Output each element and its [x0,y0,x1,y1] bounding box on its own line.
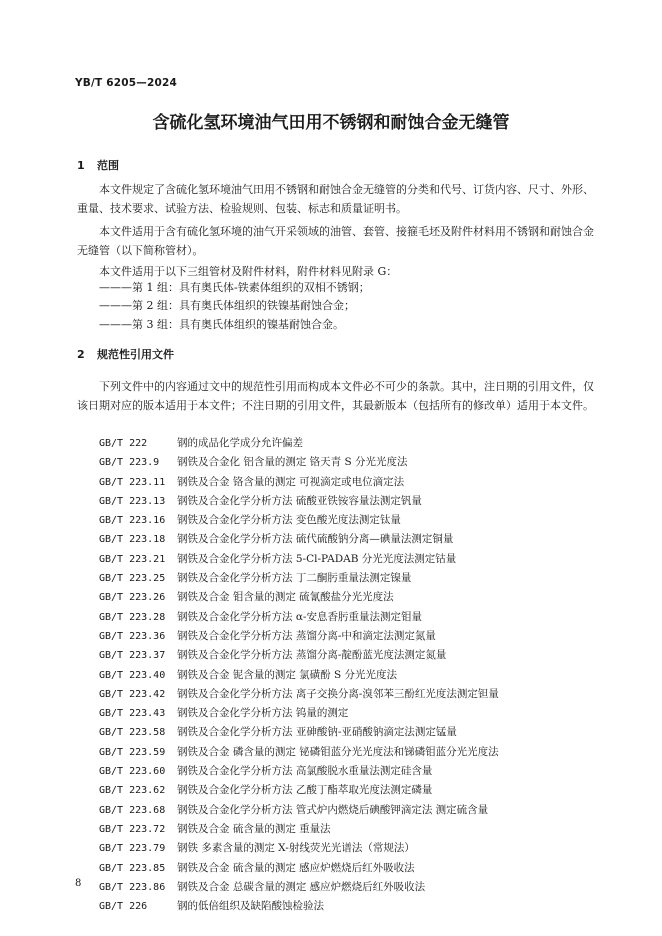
reference-item [99,646,499,665]
reference-title: 钢的成品化学成分允许偏差 [177,437,303,449]
reference-item [99,569,499,588]
reference-code: GB/T 223.60 [99,766,166,778]
reference-title: 钢铁及合金 铬含量的测定 可视滴定或电位滴定法 [177,475,405,488]
reference-title: 钢铁及合金化学分析方法 5-Cl-PADAB 分光光度法测定钴量 [177,552,457,565]
page-number: 8 [75,878,82,889]
reference-code: GB/T 223.58 [99,727,166,739]
reference-title: 钢铁及合金化学分析方法 蒸馏分离-靛酚蓝光度法测定氮量 [177,649,447,662]
reference-code: GB/T 223.36 [99,630,166,642]
reference-title: 钢铁及合金化学分析方法 高氯酸脱水重量法测定硅含量 [177,765,433,778]
section-2-number: 2 [77,348,85,361]
section-1-title: 范围 [97,159,119,172]
reference-title: 钢铁及合金 硫含量的测定 重量法 [177,822,331,835]
reference-item [99,723,499,742]
reference-code: GB/T 223.18 [99,534,166,546]
reference-code: GB/T 223.62 [99,785,166,797]
references-intro: 下列文件中的内容通过文中的规范性引用而构成本文件必不可少的条款。其中，注日期的引用文件，仅该日期对应的版本适用于本文件；不注日期的引用文件，其最新版本（包括所有的修改单）适用于本文件。 [77,380,594,412]
reference-code: GB/T 223.86 [99,881,166,893]
reference-item [99,704,499,723]
reference-title: 钢铁及合金 钼含量的测定 硫氰酸盐分光光度法 [177,591,394,604]
reference-title: 钢铁及合金化学分析方法 钨量的测定 [177,707,349,720]
reference-title: 钢铁及合金 总碳含量的测定 感应炉燃烧后红外吸收法 [177,880,426,893]
reference-item [99,781,499,800]
scope-paragraph-3: 本文件适用于以下三组管材及附件材料，附件材料见附录 G： [99,265,398,278]
reference-code: GB/T 223.40 [99,669,166,681]
reference-code: GB/T 223.79 [99,843,166,855]
group-item-2: ———第 2 组：具有奥氏体组织的铁镍基耐蚀合金； [99,299,355,312]
reference-code: GB/T 223.28 [99,611,166,623]
standard-code: YB/T 6205—2024 [75,77,178,89]
section-2-heading [77,346,174,362]
reference-item [99,820,499,839]
reference-item [99,453,499,472]
reference-item [99,511,499,530]
reference-item [99,666,499,685]
reference-item [99,530,499,549]
group-item-1: ———第 1 组：具有奥氏体-铁素体组织的双相不锈钢； [99,281,370,294]
section-1-number: 1 [77,159,85,172]
reference-code: GB/T 223.9 [99,457,160,469]
reference-item [99,801,499,820]
reference-code: GB/T 223.13 [99,495,166,507]
reference-code: GB/T 223.42 [99,688,166,700]
reference-item [99,839,499,858]
reference-title: 钢铁及合金化 铝含量的测定 铬天青 S 分光光度法 [177,456,408,469]
reference-title: 钢的低倍组织及缺陷酸蚀检验法 [177,900,324,913]
document-title: 含硫化氢环境油气田用不锈钢和耐蚀合金无缝管 [152,113,510,133]
reference-title: 钢铁及合金化学分析方法 α-安息香肟重量法测定钼量 [177,610,422,623]
reference-title: 钢铁及合金化学分析方法 乙酸丁酯萃取光度法测定磷量 [177,784,433,797]
reference-code: GB/T 223.25 [99,573,166,585]
reference-item [99,492,499,511]
reference-code: GB/T 223.85 [99,862,166,874]
reference-code: GB/T 222 [99,438,148,449]
reference-item [99,878,499,897]
reference-title: 钢铁及合金化学分析方法 亚砷酸钠-亚硝酸钠滴定法测定锰量 [177,726,457,739]
reference-title: 钢铁及合金化学分析方法 丁二酮肟重量法测定镍量 [177,572,412,585]
reference-item [99,859,499,878]
reference-item [99,550,499,569]
reference-code: GB/T 226 [99,901,148,913]
scope-paragraph-2: 本文件适用于含有硫化氢环境的油气开采领域的油管、套管、接箍毛坯及附件材料用不锈钢和耐蚀合金无缝管（以下简称管材）。 [77,225,594,257]
reference-code: GB/T 223.26 [99,592,166,604]
reference-code: GB/T 223.68 [99,804,166,816]
reference-title: 钢铁及合金化学分析方法 硫酸亚铁铵容量法测定钒量 [177,494,422,507]
reference-code: GB/T 223.11 [99,476,166,488]
reference-item [99,762,499,781]
reference-item [99,473,499,492]
reference-title: 钢铁及合金化学分析方法 变色酸光度法测定钛量 [177,514,401,527]
reference-title: 钢铁及合金 铌含量的测定 氯磺酚 S 分光光度法 [177,668,398,681]
scope-paragraph-1: 本文件规定了含硫化氢环境油气田用不锈钢和耐蚀合金无缝管的分类和代号、订货内容、尺寸、外形、重量、技术要求、试验方法、检验规则、包装、标志和质量证明书。 [77,183,594,215]
reference-title: 钢铁及合金 磷含量的测定 铋磷钼蓝分光光度法和锑磷钼蓝分光光度法 [177,745,499,758]
reference-code: GB/T 223.16 [99,515,166,527]
reference-title: 钢铁及合金化学分析方法 离子交换分离-溴邻苯三酚红光度法测定钽量 [177,687,499,700]
reference-item [99,743,499,762]
reference-code: GB/T 223.21 [99,553,166,565]
reference-item [99,685,499,704]
reference-item [99,627,499,646]
reference-item [99,608,499,627]
reference-title: 钢铁及合金 硫含量的测定 感应炉燃烧后红外吸收法 [177,861,415,874]
reference-title: 钢铁及合金化学分析方法 硫代硫酸钠分离—碘量法测定铜量 [177,533,454,546]
reference-code: GB/T 223.37 [99,650,166,662]
reference-list [99,434,499,916]
section-2-title: 规范性引用文件 [97,348,174,361]
reference-title: 钢铁 多素含量的测定 X-射线荧光光谱法（常规法） [177,842,415,855]
reference-code: GB/T 223.72 [99,823,166,835]
reference-title: 钢铁及合金化学分析方法 管式炉内燃烧后碘酸钾滴定法 测定硫含量 [177,803,489,816]
reference-title: 钢铁及合金化学分析方法 蒸馏分离-中和滴定法测定氮量 [177,629,436,642]
section-1-heading [77,157,119,173]
reference-item [99,897,499,916]
reference-code: GB/T 223.59 [99,746,166,758]
reference-code: GB/T 223.43 [99,708,166,720]
reference-item [99,588,499,607]
reference-item [99,434,499,453]
group-item-3: ———第 3 组：具有奥氏体组织的镍基耐蚀合金。 [99,318,344,331]
